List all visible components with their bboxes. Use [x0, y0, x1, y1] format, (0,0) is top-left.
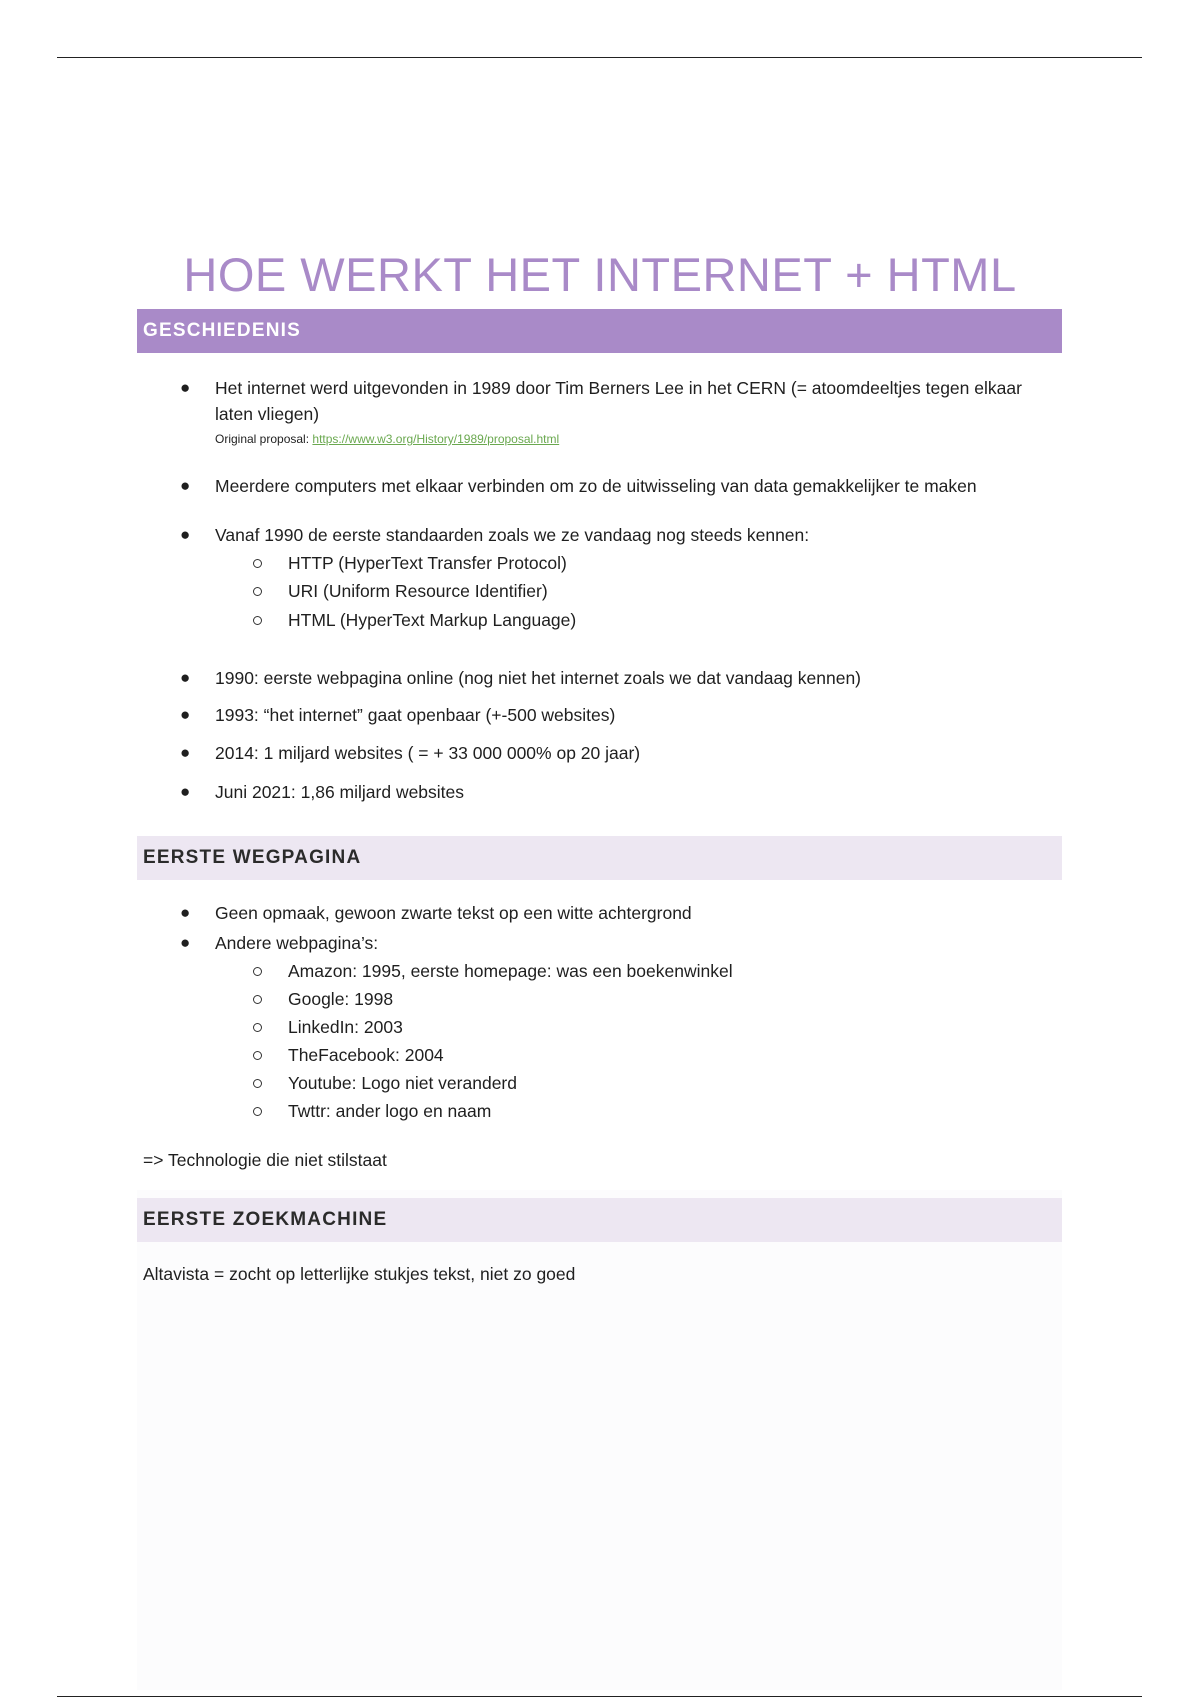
sub-list-item	[288, 578, 548, 604]
circle-bullet-icon	[253, 1051, 262, 1060]
list-item-text: Juni 2021: 1,86 miljard websites	[215, 782, 465, 802]
sub-list-item	[288, 1098, 491, 1124]
list-item-text: Geen opmaak, gewoon zwarte tekst op een witte achtergrond	[215, 903, 692, 923]
sub-list-item	[288, 607, 576, 633]
sub-list-item-text: HTML (HyperText Markup Language)	[288, 610, 577, 630]
bullet-icon: ●	[180, 743, 191, 762]
circle-bullet-icon	[253, 1107, 262, 1116]
list-item-text: 1990: eerste webpagina online (nog niet het internet zoals we dat vandaag kennen)	[215, 668, 862, 688]
bullet-icon: ●	[180, 525, 191, 544]
circle-bullet-icon	[253, 616, 262, 625]
list-item	[180, 522, 1065, 548]
sub-list-item-text: TheFacebook: 2004	[288, 1045, 444, 1065]
bullet-icon: ●	[180, 705, 191, 724]
list-item	[180, 473, 1065, 499]
list-item	[180, 740, 1065, 766]
sub-list-item-text: Google: 1998	[288, 989, 394, 1009]
heading-eerste-webpagina: EERSTE WEGPAGINA	[137, 836, 1062, 880]
bottom-rule	[57, 1696, 1142, 1697]
list-item-text: 2014: 1 miljard websites ( = + 33 000 000% op 20 jaar)	[215, 743, 641, 763]
sub-list-item	[288, 986, 393, 1012]
page-title: HOE WERKT HET INTERNET + HTML	[183, 248, 1017, 302]
list-item-text: 1993: “het internet” gaat openbaar (+-500 websites)	[215, 705, 616, 725]
zoekmachine-text: Altavista = zocht op letterlijke stukjes tekst, niet zo goed	[143, 1264, 576, 1284]
sub-list-item-text: LinkedIn: 2003	[288, 1017, 403, 1037]
heading-eerste-zoekmachine: EERSTE ZOEKMACHINE	[137, 1198, 1062, 1242]
circle-bullet-icon	[253, 967, 262, 976]
sub-list-item	[288, 958, 733, 984]
sub-list-item	[288, 550, 567, 576]
list-item	[180, 375, 1035, 427]
list-item-text: Het internet werd uitgevonden in 1989 door Tim Berners Lee in het CERN (= atoomdeeltjes tegen elkaar laten vliegen)	[215, 378, 1022, 424]
bullet-icon: ●	[180, 668, 191, 687]
sub-list-item-text: HTTP (HyperText Transfer Protocol)	[288, 553, 567, 573]
conclusion-text: => Technologie die niet stilstaat	[143, 1150, 387, 1170]
circle-bullet-icon	[253, 1023, 262, 1032]
sub-list-item	[288, 1014, 403, 1040]
bullet-icon: ●	[180, 378, 191, 397]
circle-bullet-icon	[253, 1079, 262, 1088]
sub-list-item	[288, 1070, 517, 1096]
sub-list-item	[288, 1042, 444, 1068]
list-item-text: Andere webpagina’s:	[215, 933, 379, 953]
sub-list-item-text: Youtube: Logo niet veranderd	[288, 1073, 517, 1093]
list-item-text: Meerdere computers met elkaar verbinden om zo de uitwisseling van data gemakkelijker te maken	[215, 476, 977, 496]
bullet-icon: ●	[180, 903, 191, 922]
circle-bullet-icon	[253, 995, 262, 1004]
list-item-text: Vanaf 1990 de eerste standaarden zoals we ze vandaag nog steeds kennen:	[215, 525, 810, 545]
proposal-line	[215, 432, 559, 446]
list-item	[180, 930, 1065, 956]
top-rule	[57, 57, 1142, 58]
proposal-label: Original proposal:	[215, 432, 310, 446]
list-item	[180, 900, 1065, 926]
list-item	[180, 702, 1065, 728]
list-item	[180, 665, 1065, 691]
circle-bullet-icon	[253, 559, 262, 568]
bullet-icon: ●	[180, 933, 191, 952]
bullet-icon: ●	[180, 476, 191, 495]
list-item	[180, 779, 1065, 805]
sub-list-item-text: Amazon: 1995, eerste homepage: was een boekenwinkel	[288, 961, 733, 981]
sub-list-item-text: URI (Uniform Resource Identifier)	[288, 581, 548, 601]
proposal-link[interactable]: https://www.w3.org/History/1989/proposal.html	[312, 432, 560, 446]
heading-geschiedenis: GESCHIEDENIS	[137, 309, 1062, 353]
circle-bullet-icon	[253, 587, 262, 596]
bullet-icon: ●	[180, 782, 191, 801]
sub-list-item-text: Twttr: ander logo en naam	[288, 1101, 492, 1121]
